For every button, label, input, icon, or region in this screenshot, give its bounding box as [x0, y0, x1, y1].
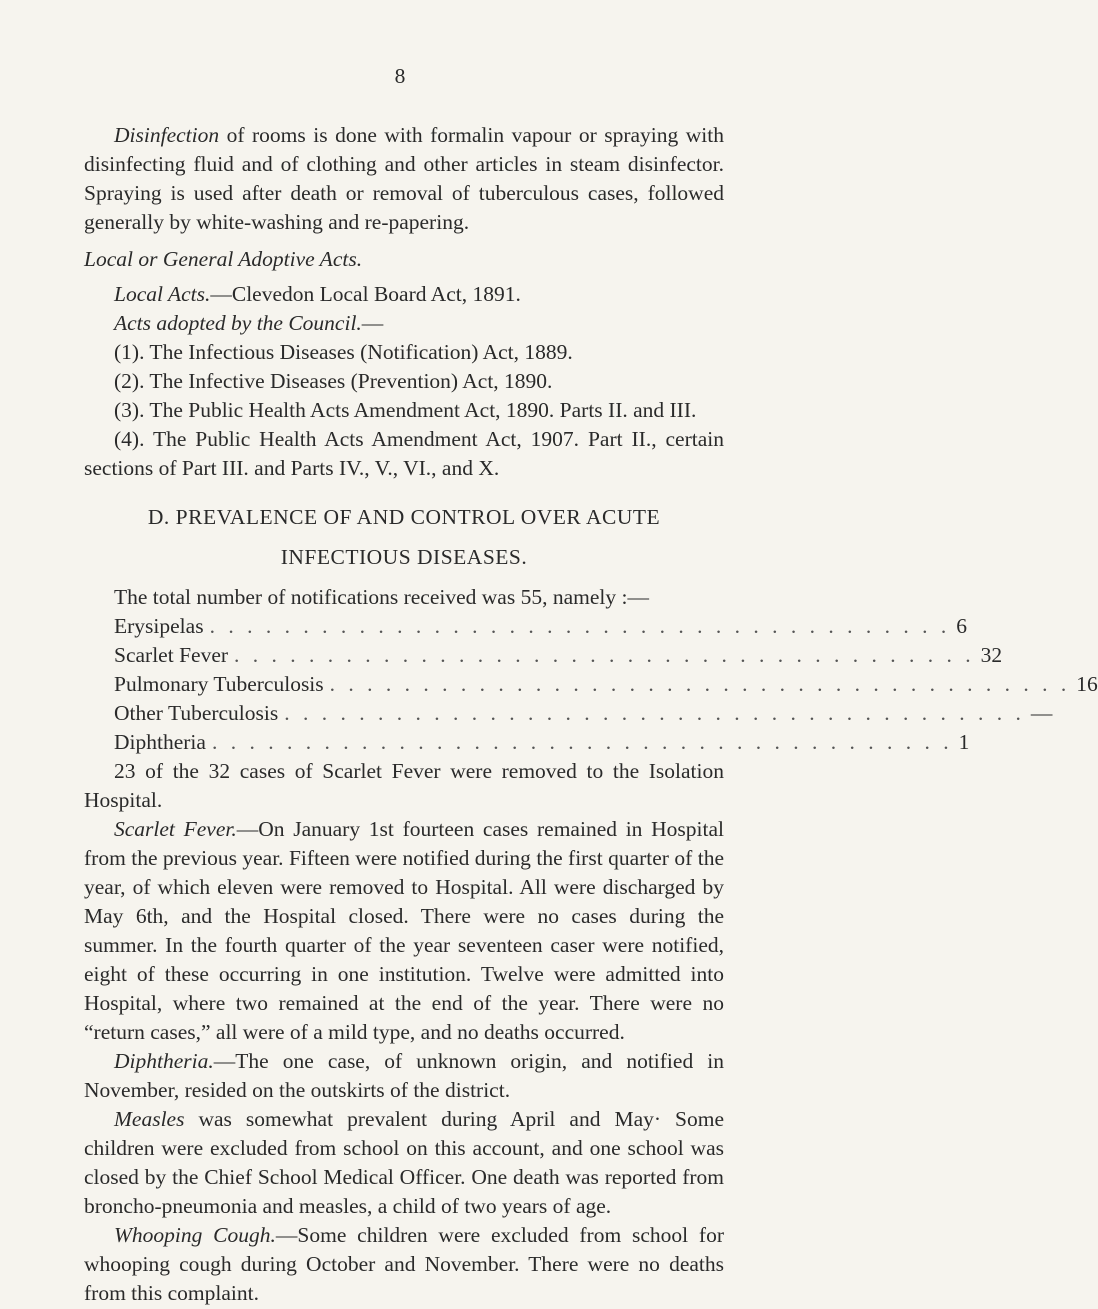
disinfection-text: of rooms is done with formalin vapour or spraying with disinfecting fluid and of clothing and other articles in steam disinfector. Spraying is used after death or removal of tuberculous cases, followed generally by white-washing and re-papering. — [84, 123, 724, 234]
section-d-title-line2: INFECTIOUS DISEASES. — [280, 545, 528, 569]
scarlet-removed-paragraph: 23 of the 32 cases of Scarlet Fever were removed to the Isolation Hospital. — [84, 759, 724, 812]
adopted-act-item: (2). The Infective Diseases (Prevention) Act, 1890. — [114, 369, 553, 393]
diphtheria-paragraph — [84, 1047, 724, 1105]
adopted-act-item: (3). The Public Health Acts Amendment Act, 1890. Parts II. and III. — [114, 398, 697, 422]
disease-name: Other Tuberculosis — [114, 701, 279, 725]
disease-count: 6 — [956, 614, 967, 638]
table-row — [114, 670, 1098, 699]
table-row — [114, 641, 1003, 670]
notifications-intro: The total number of notifications received was 55, namely :— — [114, 585, 649, 609]
whooping-cough-paragraph — [84, 1221, 724, 1308]
section-d-heading — [84, 497, 724, 577]
leader-dots: . . . . . . . . . . . . . . . . . . . . . . . . . . . . . . . . . . . . . . . . — [211, 730, 953, 754]
scarlet-fever-text: —On January 1st fourteen cases remained in Hospital from the previous year. Fifteen were notified during the first quarter of the year, of which eleven were removed to Hospital. All were discharged by May 6th, and the Hospital closed. There were no cases during the summer. In the fourth quarter of the year seventeen caser were notified, eight of these occurring in one institution. Twelve were admitted into Hospital, where two remained at the end of the year. There were no “return cases,” all were of a mild type, and no deaths occurred. — [84, 817, 724, 1044]
leader-dots: . . . . . . . . . . . . . . . . . . . . . . . . . . . . . . . . . . . . . . . . — [234, 643, 975, 667]
disease-name: Scarlet Fever — [114, 643, 229, 667]
council-acts-label: Acts adopted by the Council. — [114, 311, 362, 335]
disease-count: 1 — [958, 730, 970, 754]
adoptive-acts-heading: Local or General Adoptive Acts. — [84, 247, 363, 271]
diphtheria-text: —The one case, of unknown origin, and notified in November, resided on the outskirts of the district. — [84, 1049, 724, 1102]
scarlet-fever-paragraph — [84, 815, 724, 1047]
leader-dots: . . . . . . . . . . . . . . . . . . . . . . . . . . . . . . . . . . . . . . . . — [284, 701, 1025, 725]
disinfection-paragraph — [84, 121, 724, 237]
measles-label: Measles — [114, 1107, 185, 1131]
disease-name: Erysipelas — [114, 614, 204, 638]
measles-paragraph — [84, 1105, 724, 1221]
adopted-act-item: (4). The Public Health Acts Amendment Act, 1907. Part II., certain sections of Part III. and Parts IV., V., VI., and X. — [84, 427, 724, 480]
table-row — [114, 612, 967, 641]
notifications-table — [114, 612, 1098, 757]
measles-text: was somewhat prevalent during April and May· Some children were excluded from school on this account, and one school was closed by the Chief School Medical Officer. One death was reported from broncho-pneumonia and measles, a child of two years of age. — [84, 1107, 724, 1218]
whooping-cough-text: —Some children were excluded from school for whooping cough during October and November. There were no deaths from this complaint. — [84, 1223, 724, 1305]
whooping-cough-label: Whooping Cough. — [114, 1223, 276, 1247]
section-d-title-line1: D. PREVALENCE OF AND CONTROL OVER ACUTE — [147, 505, 661, 529]
disease-count: 16 — [1076, 672, 1098, 696]
local-acts-line — [84, 280, 724, 309]
page-number: 8 — [394, 64, 406, 88]
disinfection-term: Disinfection — [114, 123, 220, 147]
adopted-acts-list — [84, 338, 724, 483]
page-content — [84, 121, 1098, 1308]
leader-dots: . . . . . . . . . . . . . . . . . . . . . . . . . . . . . . . . . . . . . . . . — [329, 672, 1071, 696]
local-acts-label: Local Acts. — [114, 282, 211, 306]
local-acts-text: —Clevedon Local Board Act, 1891. — [210, 282, 521, 306]
council-acts-line: Acts adopted by the Council.— — [114, 311, 384, 335]
diphtheria-label: Diphtheria. — [114, 1049, 214, 1073]
disease-name: Diphtheria — [114, 730, 206, 754]
adopted-act-item: (1). The Infectious Diseases (Notification) Act, 1889. — [114, 340, 573, 364]
table-row — [114, 699, 1053, 728]
disease-count: 32 — [980, 643, 1003, 667]
disease-name: Pulmonary Tuberculosis — [114, 672, 324, 696]
disease-count: — — [1030, 701, 1053, 725]
table-row — [114, 728, 970, 757]
leader-dots: . . . . . . . . . . . . . . . . . . . . . . . . . . . . . . . . . . . . . . . . — [209, 614, 951, 638]
scarlet-fever-label: Scarlet Fever. — [114, 817, 237, 841]
